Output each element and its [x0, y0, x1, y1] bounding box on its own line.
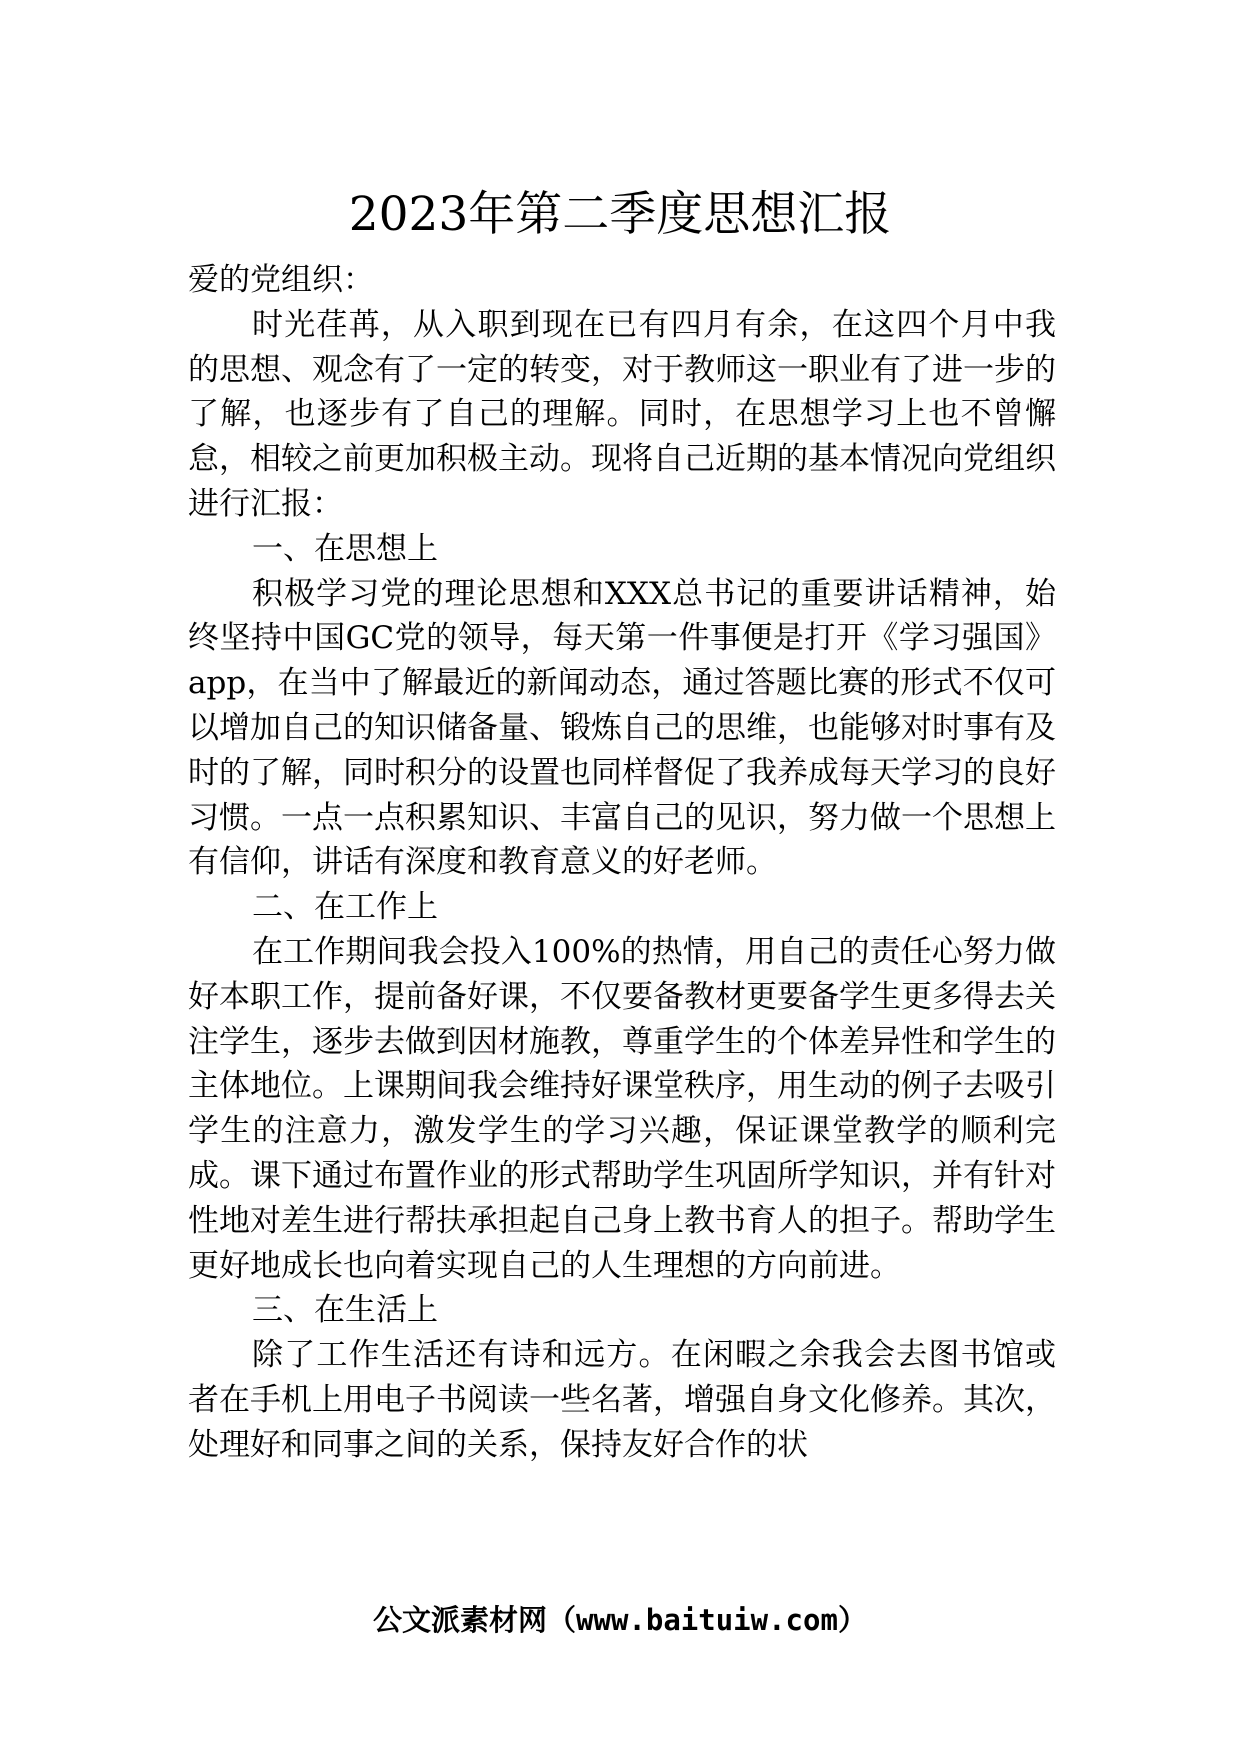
paragraph-thought: 积极学习党的理论思想和XXX总书记的重要讲话精神，始终坚持中国GC党的领导，每天第一件事便是打开《学习强国》app，在当中了解最近的新闻动态，通过答题比赛的形式不仅可以增加自己的知识储备量、锻炼自己的思维，也能够对时事有及时的了解，同时积分的设置也同样督促了我养成每天学习的良好习惯。一点一点积累知识、丰富自己的见识，努力做一个思想上有信仰，讲话有深度和教育意义的好老师。 [188, 575, 1056, 881]
paragraph-intro: 时光荏苒，从入职到现在已有四月有余，在这四个月中我的思想、观念有了一定的转变，对于教师这一职业有了进一步的了解，也逐步有了自己的理解。同时，在思想学习上也不曾懈怠，相较之前更加积极主动。现将自己近期的基本情况向党组织进行汇报： [188, 306, 1056, 522]
paragraph-work: 在工作期间我会投入100%的热情，用自己的责任心努力做好本职工作，提前备好课，不仅要备教材更要备学生更多得去关注学生，逐步去做到因材施教，尊重学生的个体差异性和学生的主体地位。上课期间我会维持好课堂秩序，用生动的例子去吸引学生的注意力，激发学生的学习兴趣，保证课堂教学的顺利完成。课下通过布置作业的形式帮助学生巩固所学知识，并有针对性地对差生进行帮扶承担起自己身上教书育人的担子。帮助学生更好地成长也向着实现自己的人生理想的方向前进。 [188, 933, 1056, 1284]
paragraph-life: 除了工作生活还有诗和远方。在闲暇之余我会去图书馆或者在手机上用电子书阅读一些名著，增强自身文化修养。其次，处理好和同事之间的关系，保持友好合作的状 [188, 1337, 1056, 1463]
section-heading-life: 三、在生活上 [252, 1292, 438, 1329]
footer-source-link: 公文派素材网（www.baituiw.com） [373, 1603, 867, 1637]
document-title: 2023年第二季度思想汇报 [348, 187, 892, 242]
document-body [188, 258, 1056, 1468]
salutation: 爱的党组织： [188, 262, 374, 298]
section-heading-thought: 一、在思想上 [252, 530, 438, 567]
section-heading-work: 二、在工作上 [252, 889, 438, 926]
